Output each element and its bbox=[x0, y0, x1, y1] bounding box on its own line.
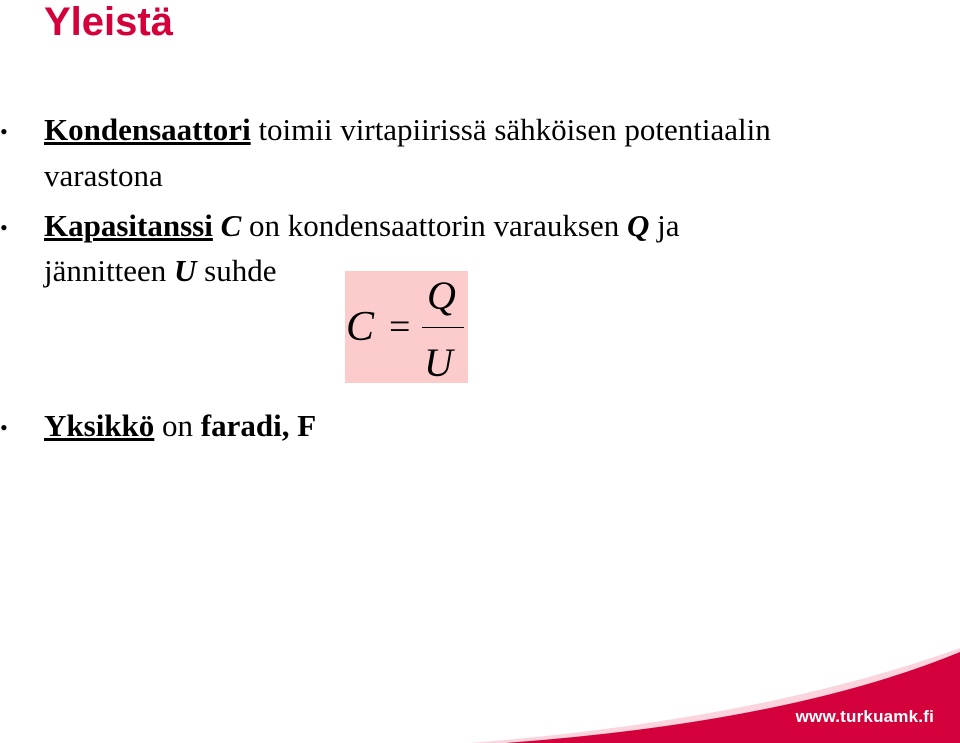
bullet-2-line-2-end: suhde bbox=[196, 253, 277, 288]
term-kondensaattori: Kondensaattori bbox=[44, 112, 251, 147]
bullet-3-text: on bbox=[154, 408, 201, 443]
slide-title: Yleistä bbox=[44, 0, 173, 44]
symbol-u: U bbox=[173, 253, 197, 288]
bullet-1-text: toimii virtapiirissä sähköisen potentiaalin bbox=[250, 112, 771, 147]
bullet-2-text-end: ja bbox=[649, 208, 680, 243]
bullet-1-line-2: varastona bbox=[44, 158, 163, 193]
bullet-2-text: on kondensaattorin varauksen bbox=[241, 208, 627, 243]
formula-equals: = bbox=[389, 306, 411, 348]
symbol-c: C bbox=[220, 208, 242, 243]
unit-farad: faradi, F bbox=[200, 408, 317, 443]
symbol-q: Q bbox=[626, 208, 650, 243]
term-yksikko: Yksikkö bbox=[44, 408, 155, 443]
term-kapasitanssi: Kapasitanssi bbox=[44, 208, 213, 243]
formula-numerator: Q bbox=[427, 273, 456, 318]
formula-lhs: C bbox=[346, 304, 375, 350]
footer-url[interactable]: www.turkuamk.fi bbox=[795, 707, 934, 726]
bullet-marker: • bbox=[0, 119, 8, 144]
bullet-marker: • bbox=[0, 215, 8, 240]
formula-denominator: U bbox=[424, 340, 453, 385]
bullet-2-line-2-start: jännitteen bbox=[44, 253, 174, 288]
bullet-marker: • bbox=[0, 415, 8, 440]
